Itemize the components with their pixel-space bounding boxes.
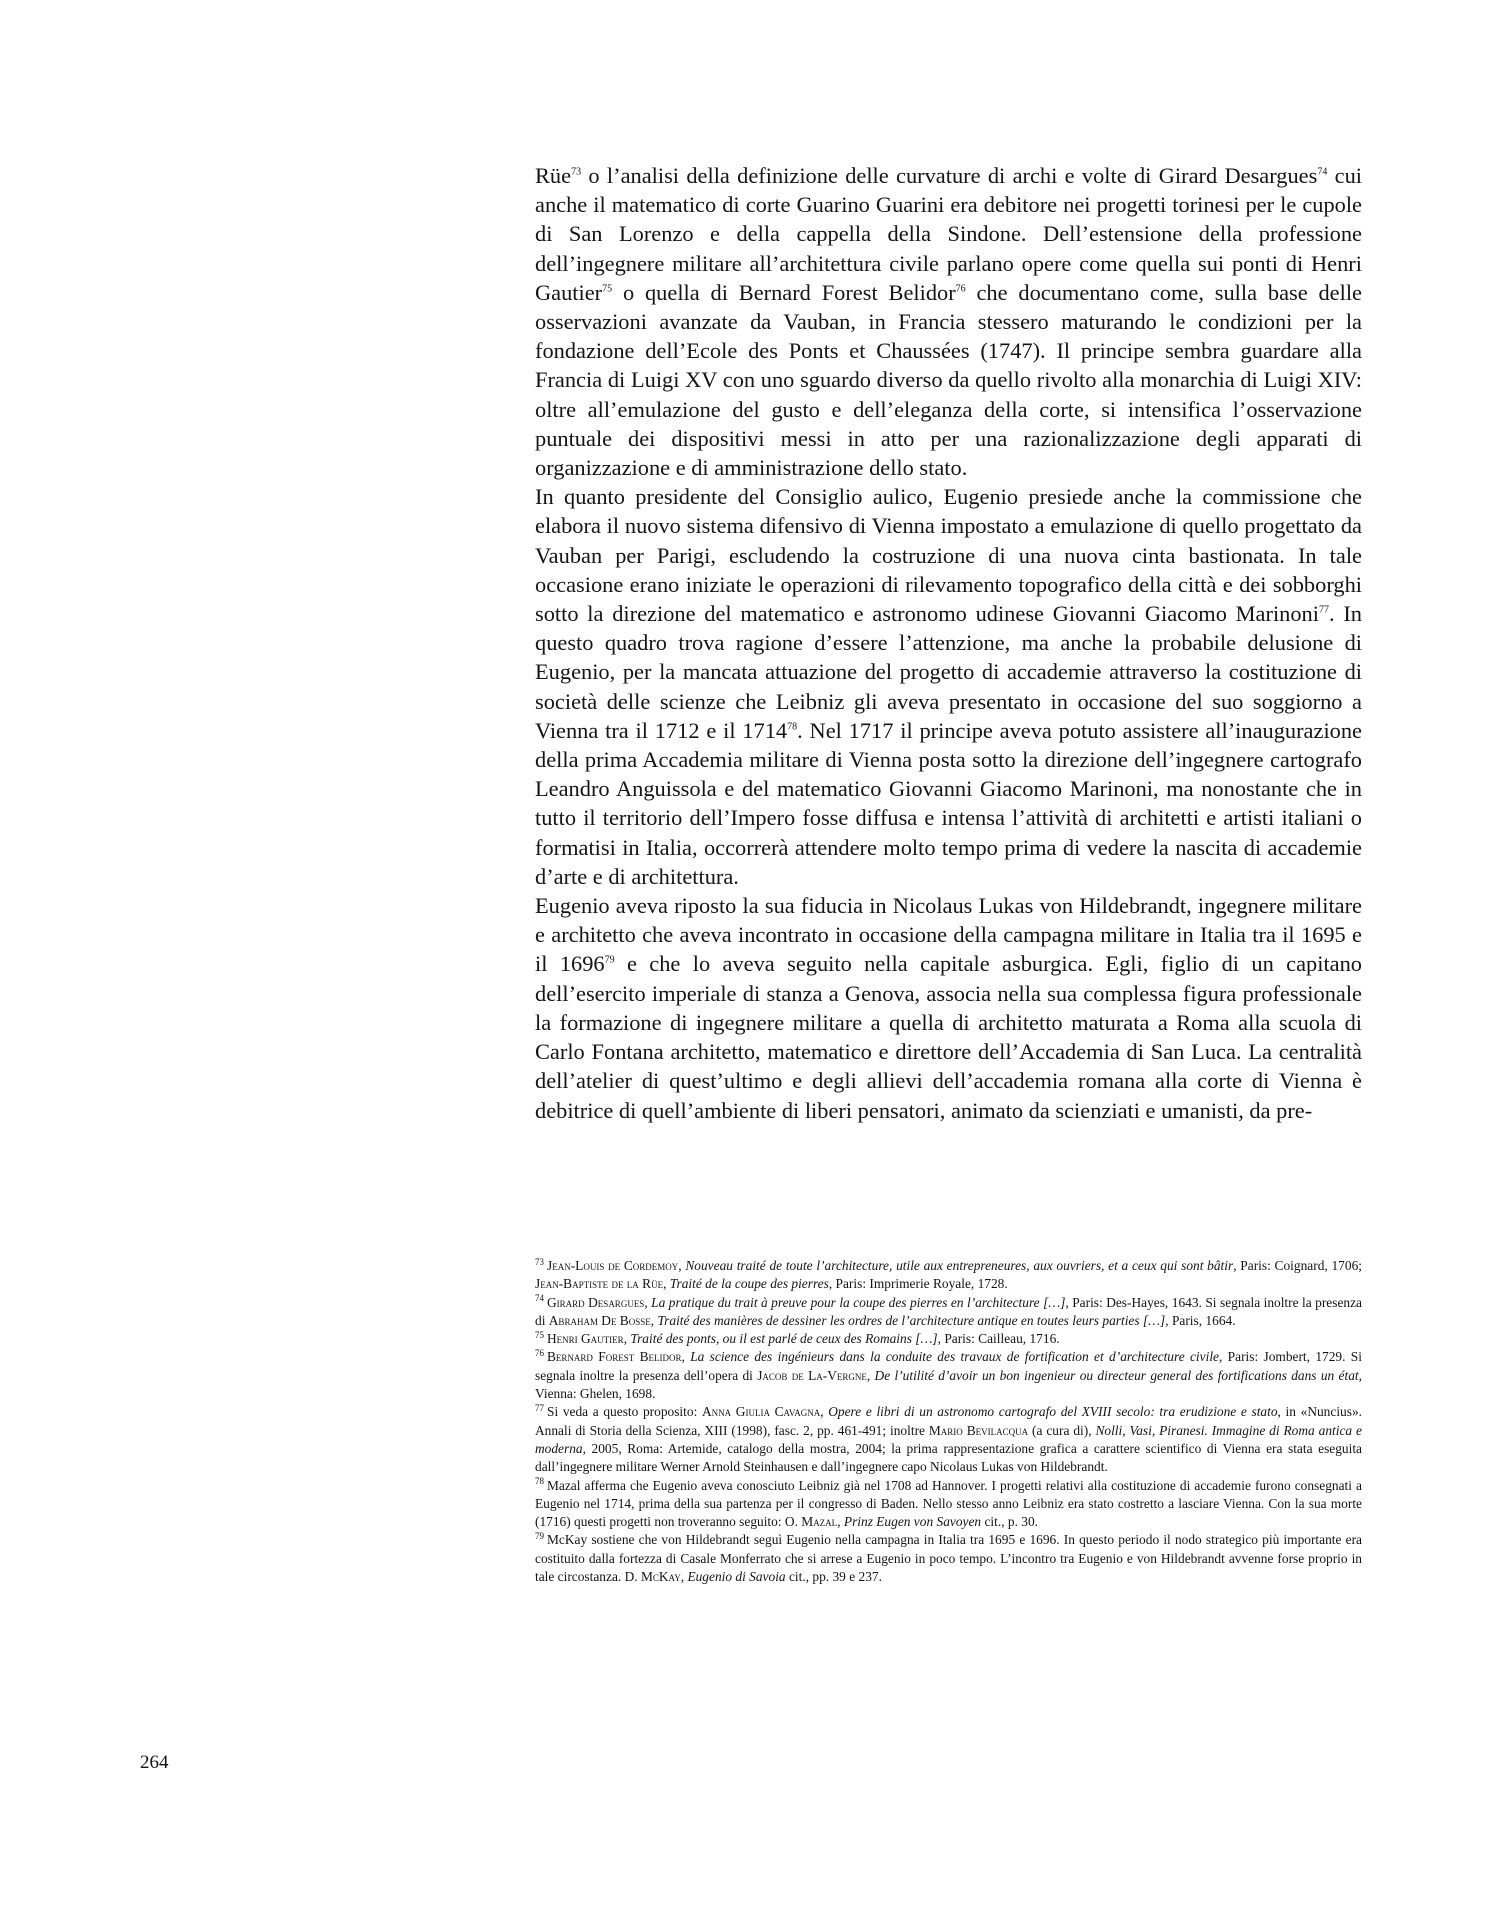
text-run: In quanto presidente del Consiglio aulico, Eugenio presiede anche la commissione che elabora il nuovo sistema difensivo di Vienna impostato a emulazione di quello progettato da Vauban per Parigi, escludendo la costruzione di una nuova cinta bastionata. In tale occasione erano iniziate le operazioni di rilevamento topografico della città e dei sobborghi sotto la direzione del matematico e astronomo udinese Giovanni Giacomo Marinoni [535,484,1362,627]
footnote-ref: 73 [571,166,582,178]
work-title: Eugenio di Savoia [687,1569,786,1585]
footnote [535,1403,1362,1476]
author-name: Bernard Forest Belidor [547,1349,682,1365]
author-name: Jean-Baptiste de la Rüe [535,1276,664,1292]
author-name: Mazal [801,1514,838,1530]
text-run: , [644,1294,652,1310]
text-run: che documentano come, sulla base delle osservazioni avanzate da Vauban, in Francia stessero maturando le condizioni per la fondazione dell’Ecole des Ponts et Chaussées (1747). Il principe sembra guardare alla Francia di Luigi XV con uno sguardo diverso da quello rivolto alla monarchia di Luigi XIV: oltre all’emulazione del gusto e dell’eleganza della corte, si intensifica l’osservazione puntuale dei dispositivi messi in atto per una razionalizzazione degli apparati di organizzazione e di amministrazione dello stato. [535,279,1362,481]
work-title: Traité des ponts, ou il est parlé de ceux des Romains […] [630,1331,938,1347]
text-run: , [678,1258,686,1273]
main-text-column [535,161,1362,1125]
text-run: Si veda a questo proposito: [547,1404,702,1420]
footnote-ref: 75 [602,283,613,295]
text-run: o quella di Bernard Forest Belidor [612,279,956,305]
text-run: , [837,1514,844,1530]
author-name: Jean-Louis de Cordemoy [547,1258,679,1273]
work-title: Opere e libri di un astronomo cartografo del XVIII secolo: tra erudizione e stato [828,1404,1278,1420]
footnote [535,1330,1362,1348]
text-run: , [681,1349,691,1365]
footnote-number: 78 [535,1476,544,1487]
text-run: cit., p. 30. [981,1514,1039,1530]
body-paragraph [535,482,1362,891]
text-run: , [663,1276,670,1292]
text-run: , in «Nuncius». Annali di Storia della Scienza, XIII (1998), fasc. 2, pp. 461-491; inoltre [535,1404,1362,1438]
author-name: Abraham De Bosse [548,1312,651,1328]
footnote-ref: 76 [955,283,966,295]
author-name: Girard Desargues [547,1294,645,1310]
text-run: cui anche il matematico di corte Guarino Guarini era debitore nei progetti torinesi per le cupole di San Lorenzo e della cappella della Sindone. Dell’estensione della professione dell’ingegnere militare all’architettura civile parlano opere come quella sui ponti di Henri Gautier [535,163,1362,305]
text-run: , [866,1367,875,1383]
text-run: Rüe [535,163,572,188]
author-name: Anna Giulia Cavagna [701,1404,821,1420]
footnote-ref: 77 [1318,604,1329,616]
footnote [535,1531,1362,1586]
text-run: o l’analisi della definizione delle curvature di archi e volte di Girard Desargues [581,163,1318,188]
text-run: . Nel 1717 il principe aveva potuto assistere all’inaugurazione della prima Accademia militare di Vienna posta sotto la direzione dell’ingegnere cartografo Leandro Anguissola e del matematico Giovanni Giacomo Marinoni, ma nonostante che in tutto il territorio dell’Impero fosse diffusa e intensa l’attività di architetti e artisti italiani o formatisi in Italia, occorrerà attendere molto tempo prima di vedere la nascita di accademie d’arte e di architettura. [535,717,1362,889]
footnote-number: 77 [535,1402,544,1413]
text-run: (a cura di), [1028,1422,1096,1438]
work-title: De l’utilité d’avoir un bon ingenieur ou directeur general des fortifications dans un état [874,1367,1359,1383]
author-name: Mario Bevilacqua [928,1422,1029,1438]
work-title: Traité de la coupe des pierres [669,1276,829,1292]
text-run: , [623,1331,631,1347]
work-title: Nolli, Vasi, Piranesi. Immagine di Roma antica e moderna [535,1422,1362,1456]
text-run: Mazal afferma che Eugenio aveva conosciuto Leibniz già nel 1708 ad Hannover. I progetti relativi alla costituzione di accademie furono consegnati a Eugenio nel 1714, prima della sua partenza per il congresso di Baden. Nello stesso anno Leibniz era stato costretto a lasciare Vienna. Con la sua morte (1716) questi progetti non troveranno seguito: O. [535,1477,1362,1530]
page-number: 264 [140,1752,169,1773]
text-run: , [650,1312,658,1328]
text-run: , Paris: Imprimerie Royale, 1728. [828,1276,1008,1292]
text-run: , [680,1569,688,1585]
footnote-ref: 78 [787,721,798,733]
work-title: La science des ingénieurs dans la conduite des travaux de fortification et d’architecture civile [690,1349,1219,1365]
text-run: , Paris: Jombert, 1729. Si segnala inoltre la presenza dell’opera di [535,1349,1362,1383]
footnote-number: 73 [535,1256,544,1267]
body-paragraph [535,161,1362,482]
footnote-ref: 74 [1317,166,1328,178]
text-run: e che lo aveva seguito nella capitale asburgica. Egli, figlio di un capitano dell’esercito imperiale di stanza a Genova, associa nella sua complessa figura professionale la formazione di ingegnere militare a quella di architetto maturata a Roma alla scuola di Carlo Fontana architetto, matematico e direttore dell’Accademia di San Luca. La centralità dell’atelier di quest’ultimo e degli allievi dell’accademia romana alla corte di Vienna è debitrice di quell’ambiente di liberi pensatori, animato da scienziati e umanisti, da pre- [535,951,1362,1123]
work-title: La pratique du trait à preuve pour la coupe des pierres en l’architecture […] [651,1294,1066,1310]
footnote [535,1477,1362,1532]
text-run: cit., pp. 39 e 237. [785,1569,882,1585]
footnote-number: 79 [535,1530,544,1541]
text-run: , Paris: Cailleau, 1716. [937,1331,1060,1347]
text-run: McKay sostiene che von Hildebrandt seguì Eugenio nella campagna in Italia tra 1695 e 1696. In questo periodo il nodo strategico più importante era costituito dalla fortezza di Casale Monferrato che si arrese a Eugenio in poco tempo. L’incontro tra Eugenio e von Hildebrandt avvenne forse proprio in tale circostanza. D. [535,1532,1362,1585]
author-name: Jacob de La-Vergne [757,1367,867,1383]
text-run: , Paris, 1664. [1165,1312,1236,1328]
author-name: McKay [640,1569,681,1585]
footnotes-block [535,1257,1362,1586]
text-run: , Paris: Coignard, 1706; [1233,1258,1362,1273]
text-run: Eugenio aveva riposto la sua fiducia in Nicolaus Lukas von Hildebrandt, ingegnere militare e architetto che aveva incontrato in occasione della campagna militare in Italia tra il 1695 e il 1696 [535,893,1362,977]
footnote-number: 74 [535,1293,544,1304]
text-run: , Paris: Des-Hayes, 1643. Si segnala inoltre la presenza di [535,1294,1362,1328]
text-run: , Vienna: Ghelen, 1698. [535,1367,1362,1402]
footnote-ref: 79 [604,955,615,967]
work-title: Traité des manières de dessiner les ordres de l’architecture antique en toutes leurs parties […] [657,1312,1166,1328]
footnote [535,1257,1362,1294]
work-title: Prinz Eugen von Savoyen [843,1514,982,1530]
author-name: Henri Gautier [547,1331,624,1347]
body-paragraph [535,891,1362,1125]
footnote-number: 76 [535,1348,544,1359]
text-run: , 2005, Roma: Artemide, catalogo della mostra, 2004; la prima rappresentazione grafica a carattere scientifico di Vienna era stata eseguita dall’ingegnere militare Werner Arnold Steinhausen e dall’ingegnere capo Nicolaus Lukas von Hildebrandt. [535,1440,1362,1475]
footnote [535,1348,1362,1403]
footnote-number: 75 [535,1329,544,1340]
work-title: Nouveau traité de toute l’architecture, utile aux entrepreneures, aux ouvriers, et a ceux qui sont bâtir [685,1258,1234,1273]
footnote [535,1294,1362,1331]
text-run: . In questo quadro trova ragione d’essere l’attenzione, ma anche la probabile delusione di Eugenio, per la mancata attuazione del progetto di accademie attraverso la costituzione di società delle scienze che Leibniz gli aveva presentato in occasione del suo soggiorno a Vienna tra il 1712 e il 1714 [535,601,1362,743]
text-run: , [820,1404,829,1420]
